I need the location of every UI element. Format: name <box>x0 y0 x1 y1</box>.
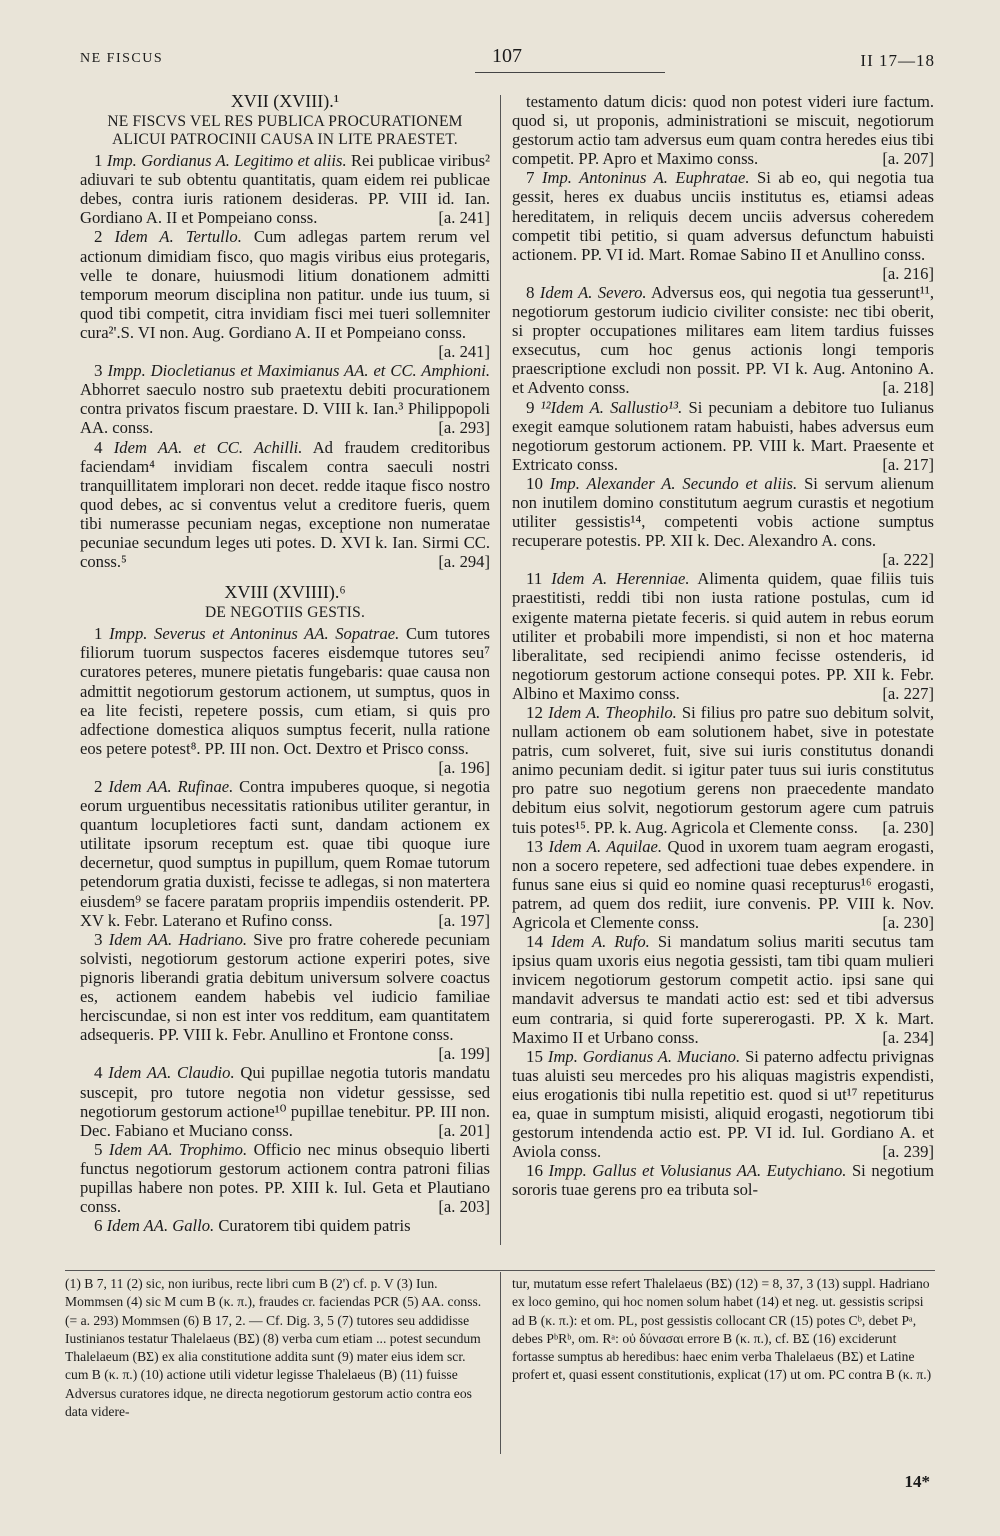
paragraph-heading: Idem A. Tertullo. <box>114 227 242 247</box>
paragraph-heading: Imp. Gordianus A. Legitimo et aliis. <box>106 151 347 171</box>
column-divider <box>500 95 501 1245</box>
date-bracket: [a. 230] <box>882 817 934 837</box>
constitution-paragraph <box>512 283 934 398</box>
paragraph-number: 4 <box>94 437 103 457</box>
constitution-paragraph <box>80 930 490 1064</box>
paragraph-text: Curatorem tibi quidem patris <box>218 1216 411 1236</box>
date-bracket: [a. 216] <box>882 263 934 283</box>
paragraph-number: 15 <box>526 1046 543 1066</box>
date-bracket: [a. 218] <box>882 378 934 398</box>
paragraph-text: Rei publicae viribus² adiuvari te sub obtentu quantitatis, quam eidem rei publicae debes, contra iuris rationem desideras. PP. VIII id. Ian. Gordiano A. II et Pompeiano conss. <box>80 151 490 228</box>
constitution-paragraph <box>512 837 934 932</box>
right-column <box>512 92 934 1199</box>
section-subtitle: NE FISCVS VEL RES PUBLICA PROCURATIONEM ALICUI PATROCINII CAUSA IN LITE PRAESTET. <box>107 113 463 149</box>
paragraph-number: 5 <box>94 1139 103 1159</box>
paragraph-text: Si paterno adfectu privignas tuas aluisti seu mercedes pro his aliquas magistris expendisti, eius erogationis tibi nulla repetitio est. quod si ut¹⁷ repetiturus ea, quae in sumptum misisti, aliquid erogasti, negotiorum tibi gestorum intendenda actio est. PP. VI id. Iul. Gordiano A. et Aviola conss. <box>512 1046 934 1162</box>
constitution-paragraph <box>512 569 934 703</box>
paragraph-text: Alimenta quidem, quae filiis tuis praestitisti, reddi tibi non iusta ratione postulas, cum id exigente materna pietate feceris. si quid autem in rebus eorum utiliter et probabili more impendisti, si non et hoc materna liberalitate, sed recipiendi animo fecisse ostenderis, id negotiorum gestorum actione consequi potes. PP. XII k. Febr. Albino et Maximo conss. <box>512 569 934 703</box>
paragraph-heading: Idem A. Aquilae. <box>548 836 663 856</box>
page-number: 107 <box>492 45 522 67</box>
section-title: XVII (XVIII).¹ <box>230 91 340 111</box>
date-bracket: [a. 199] <box>438 1044 490 1064</box>
date-bracket: [a. 230] <box>882 913 934 933</box>
paragraph-text: Si ab eo, qui negotia tua gessit, heres ex duabus unciis institutus es, etiamsi adeas hereditatem, in reliquis decem unciis adversus coheredem competit tibi petitio, si quam adversus defunctum habuisti actionem. PP. VI id. Mart. Romae Sabino II et Anullino conss. <box>512 168 935 264</box>
footnotes-left: (1) B 7, 11 (2) sic, non iuribus, recte libri cum B (2') cf. p. V (3) Iun. Mommsen (4) sic M cum B (κ. π.), fraudes cr. faciendas PCR (5) AA. conss. (= a. 293) Mommsen (6) B 17, 2. — Cf. Dig. 3, 5 (7) tutores seu addidisse Iustinianos testatur Thalelaeus (BΣ) (8) verba cum etiam ... potest secundum Thalelaeum (BΣ) ex alia constitutione addita sunt (9) mater eius idem scr. cum B (κ. π.) (10) actione utili videtur legisse Thalelaeus (B) (11) fuisse Adversus curatores idque, ne directa negotiorum gestorum actio contra eos data videre- <box>65 1276 482 1420</box>
paragraph-heading: Idem A. Severo. <box>539 282 647 302</box>
date-bracket: [a. 217] <box>882 454 934 474</box>
constitution-paragraph <box>80 438 490 572</box>
date-bracket: [a. 197] <box>438 910 490 930</box>
constitution-paragraph <box>80 1063 490 1139</box>
paragraph-text: Si servum alienum non inutilem domino constitutum aegrum curastis et negotium utiliter gessistis¹⁴, competenti vobis actione sumptus recuperare potestis. PP. XII k. Dec. Alexandro A. cons. <box>512 473 934 551</box>
paragraph-heading: Impp. Severus et Antoninus AA. Sopatrae. <box>109 624 400 644</box>
paragraph-heading: Impp. Diocletianus et Maximianus AA. et CC. Amphioni. <box>107 361 490 381</box>
signature-mark: 14* <box>904 1472 930 1491</box>
left-column <box>80 92 490 1235</box>
footnote-rule <box>65 1270 935 1271</box>
date-bracket: [a. 239] <box>882 1142 934 1162</box>
paragraph-heading: Idem AA. et CC. Achilli. <box>113 437 303 457</box>
paragraph-list <box>80 624 490 1235</box>
paragraph-heading: Idem AA. Trophimo. <box>108 1139 248 1159</box>
paragraph-heading: Idem AA. Rufinae. <box>108 777 234 796</box>
date-bracket: [a. 227] <box>882 683 934 703</box>
paragraph-text: Adversus eos, qui negotia tua gesserunt¹¹, negotiorum gestorum iudicio civiliter consiste: nec tibi oberit, si propter occupationes militares eam litem tardius fuisses exsecutus, cum hoc genus actionis longi temporis praescriptione excludi non possit. PP. VI k. Aug. Antonino A. et Advento conss. <box>512 282 935 398</box>
paragraph-number: 11 <box>526 569 543 589</box>
date-bracket: [a. 293] <box>438 418 490 438</box>
paragraph-number: 9 <box>526 397 535 417</box>
paragraph-text: Si pecuniam a debitore tuo Iulianus exegit eamque solutionem ratam habuisti, habes adversus eum negotiorum gestorum actionem. PP. VIII k. Mart. Praesente et Extricato conss. <box>512 397 935 474</box>
paragraph-heading: Imp. Gordianus A. Muciano. <box>547 1046 741 1066</box>
paragraph-heading: Idem AA. Gallo. <box>106 1216 215 1236</box>
paragraph-number: 3 <box>94 929 103 949</box>
constitution-paragraph <box>80 361 490 437</box>
date-bracket: [a. 196] <box>438 757 490 777</box>
paragraph-heading: Idem A. Herenniae. <box>551 569 690 589</box>
constitution-paragraph <box>512 168 934 283</box>
paragraph-text: Sive pro fratre coherede pecuniam solvisti, negotiorum gestorum actione experiri potes, sive pignoris liberandi gratia debitum universum solvere coactus es, actionem eandem habebis vel iudicio familiae herciscundae, si non est inter vos redditum, eam quantitatem adsequeris. PP. VIII k. Febr. Anullino et Frontone conss. <box>80 929 490 1045</box>
paragraph-text: Officio nec minus obsequio liberti functus negotiorum gestorum actionem contra patroni filias pupillas habere non potes. PP. XIII k. Iul. Geta et Plautiano conss. <box>80 1139 490 1217</box>
paragraph-number: 13 <box>526 836 543 856</box>
constitution-paragraph <box>512 703 934 837</box>
constitution-paragraph <box>80 227 490 361</box>
section-title: XVIII (XVIIII).⁶ <box>224 582 346 603</box>
date-bracket: [a. 241] <box>438 342 490 362</box>
paragraph-text: Cum adlegas partem rerum vel actionum dimidiam fisco, quo magis viribus eius protegaris, velle te donare, huiusmodi litium donationem admitti temporum meorum disciplina non patitur. unde ius tuum, si quod tibi competit, citra invidiam fisci mei tueri sollemniter cura²'.S. VI non. Aug. Gordiano A. II et Pompeiano conss. <box>80 227 490 342</box>
constitution-paragraph <box>512 398 934 474</box>
paragraph-number: 12 <box>526 703 543 722</box>
paragraph-number: 3 <box>94 361 103 381</box>
paragraph-text: Abhorret saeculo nostro sub praetextu debiti procurationem contra privatos fiscum praestare. D. VIII k. Ian.³ Philippopoli AA. conss. <box>80 380 490 438</box>
constitution-paragraph <box>512 1047 934 1162</box>
constitution-paragraph <box>80 1140 490 1216</box>
paragraph-number: 16 <box>526 1161 543 1181</box>
constitution-paragraph <box>80 1216 490 1235</box>
paragraph-heading: ¹²Idem A. Sallustio¹³. <box>540 397 683 417</box>
paragraph-number: 8 <box>526 282 535 302</box>
constitution-paragraph <box>512 1161 934 1199</box>
date-bracket: [a. 222] <box>882 550 934 570</box>
paragraph-text: Si filius pro patre suo debitum solvit, nullam actionem ob eam solutionem habet, sive in potestate patris, cum solveret, fuit, sive sui iuris constitutus donandi animo pecuniam dedit. si igitur pater tuus sui iuris constitutus pro patre suo negotium gerens non praecedente mandato debitum eius solvit, negotiorum gestorum agere cum patruis tuis potes¹⁵. PP. k. Aug. Agricola et Clemente conss. <box>512 703 935 837</box>
paragraph-list <box>512 92 934 1199</box>
paragraph-text: Contra impuberes quoque, si negotia eorum urguentibus necessitatis rationibus utiliter gerantur, in quantum locupletiores facti sunt, dandam actionem ex utilitate ipsorum receptum est. quae tibi quoque iure decernetur, quod sumptus in pupillum, quem Romae tutorum petendorum gratia duxisti, fecisse te adlegas, si non matertera eiusdem⁹ se facere paratam propriis impendiis ostenderit. PP. XV k. Febr. Laterano et Rufino conss. <box>80 777 490 930</box>
footnotes-right: tur, mutatum esse refert Thalelaeus (BΣ) (12) = 8, 37, 3 (13) suppl. Hadriano ex loco gemino, qui hoc nomen solum habet (14) et neg. ut. gessistis scripsi ad B (κ. π.): et om. PL, post gessistis collocant CR (15) potes Cᵇ, debet Pᵃ, debes PᵇRᵇ, om. Rᵃ: οὐ δύνασαι errore B (κ. π.), cf. BΣ (16) exciderunt fortasse sumptus ab heredibus: haec enim verba Thalelaeus (BΣ) et Latine profert et, quasi essent constitutionis, explicat (17) ut om. PC contra B (κ. π.) <box>512 1276 932 1383</box>
date-bracket: [a. 201] <box>438 1120 490 1140</box>
paragraph-number: 7 <box>526 168 535 188</box>
running-header <box>80 45 935 85</box>
paragraph-text: Si negotium sororis tuae gerens pro ea tributa sol- <box>512 1161 934 1200</box>
constitution-paragraph <box>80 777 490 930</box>
paragraph-text: Si mandatum solius mariti secutus tam ipsius quam uxoris eius negotia gessisti, tam tibi quam mulieri invicem negotiorum gestorum competit actio. ipsi sane qui mandavit adversus te mandati actio est: sed et tibi adversus eum contraria, si quid forte supererogasti. PP. X k. Mart. Maximo II et Urbano conss. <box>512 932 934 1047</box>
paragraph-heading: Imp. Alexander A. Secundo et aliis. <box>549 473 798 493</box>
date-bracket: [a. 207] <box>882 149 934 169</box>
paragraph-number: 4 <box>94 1063 103 1083</box>
paragraph-heading: Idem AA. Hadriano. <box>108 929 248 949</box>
date-bracket: [a. 241] <box>438 208 490 228</box>
constitution-paragraph <box>512 474 934 569</box>
paragraph-number: 6 <box>94 1216 103 1236</box>
paragraph-heading: Idem A. Theophilo. <box>548 703 677 722</box>
paragraph-number: 2 <box>94 227 103 247</box>
paragraph-list <box>80 151 490 571</box>
paragraph-heading: Idem AA. Claudio. <box>108 1063 235 1083</box>
constitution-paragraph <box>512 92 934 168</box>
date-bracket: [a. 203] <box>438 1197 490 1217</box>
paragraph-heading: Impp. Gallus et Volusianus AA. Eutychiano. <box>548 1161 847 1181</box>
header-rule <box>475 72 665 73</box>
paragraph-text: testamento datum dicis: quod non potest videri iure factum. quod si, ut proponis, administrationi se miscuit, negotiorum gestorum actio tam adversus eum quam contra heredes eius tibi competit. PP. Apro et Maximo conss. <box>512 92 934 169</box>
paragraph-number: 1 <box>94 624 103 644</box>
paragraph-text: Qui pupillae negotia tutoris mandatu suscepit, pro tutore negotia non videtur gessisse, sed negotiorum gestorum actione¹⁰ pupillae tenebitur. PP. III non. Dec. Fabiano et Muciano conss. <box>80 1063 490 1140</box>
paragraph-text: Quod in uxorem tuam aegram erogasti, non a socero repetere, sed adfectioni tuae debes expendere. in funus sane eius si quid eo nomine quasi recepturus¹⁶ erogasti, patrem, ad quem dos rediit, iure convenis. PP. VIII k. Nov. Agricola et Clemente conss. <box>512 836 934 933</box>
paragraph-number: 2 <box>94 777 103 796</box>
section-subtitle: DE NEGOTIIS GESTIS. <box>204 604 366 622</box>
date-bracket: [a. 294] <box>438 552 490 572</box>
paragraph-text: Cum tutores filiorum tuorum suspectos faceres eisdemque tutores seu⁷ curatores peteres, munere pietatis fungebaris: quae causa non admittit negotiorum gestorum actionem, ut sumptus, quos in ea lite fecisti, repetere possis, cum etiam, si quis pro adfectione domestica aliquos sumptus fecerit, nulla ratione eos petere potest⁸. PP. III non. Oct. Dextro et Prisco conss. <box>80 624 490 758</box>
footnote-divider <box>500 1272 501 1454</box>
constitution-paragraph <box>512 932 934 1047</box>
paragraph-number: 14 <box>526 932 543 952</box>
paragraph-text: Ad fraudem creditoribus faciendam⁴ invidiam fiscalem contra saeculi nostri tranquillitatem implorari non decet. redde itaque fisco nostro quod debes, ac si conventus velut a creditore fueris, quem tibi numerasse pecuniam negas, exceptione non numeratae pecuniae secundum leges uti potes. D. XVI k. Ian. Sirmi CC. conss.⁵ <box>80 437 490 572</box>
paragraph-heading: Imp. Antoninus A. Euphratae. <box>541 168 750 188</box>
paragraph-number: 10 <box>526 473 543 493</box>
date-bracket: [a. 234] <box>882 1027 934 1047</box>
section-reference: II 17—18 <box>860 51 935 70</box>
paragraph-heading: Idem A. Rufo. <box>551 932 650 952</box>
paragraph-number: 1 <box>94 151 103 171</box>
running-title: NE FISCUS <box>80 51 164 66</box>
constitution-paragraph <box>80 151 490 227</box>
constitution-paragraph <box>80 624 490 777</box>
